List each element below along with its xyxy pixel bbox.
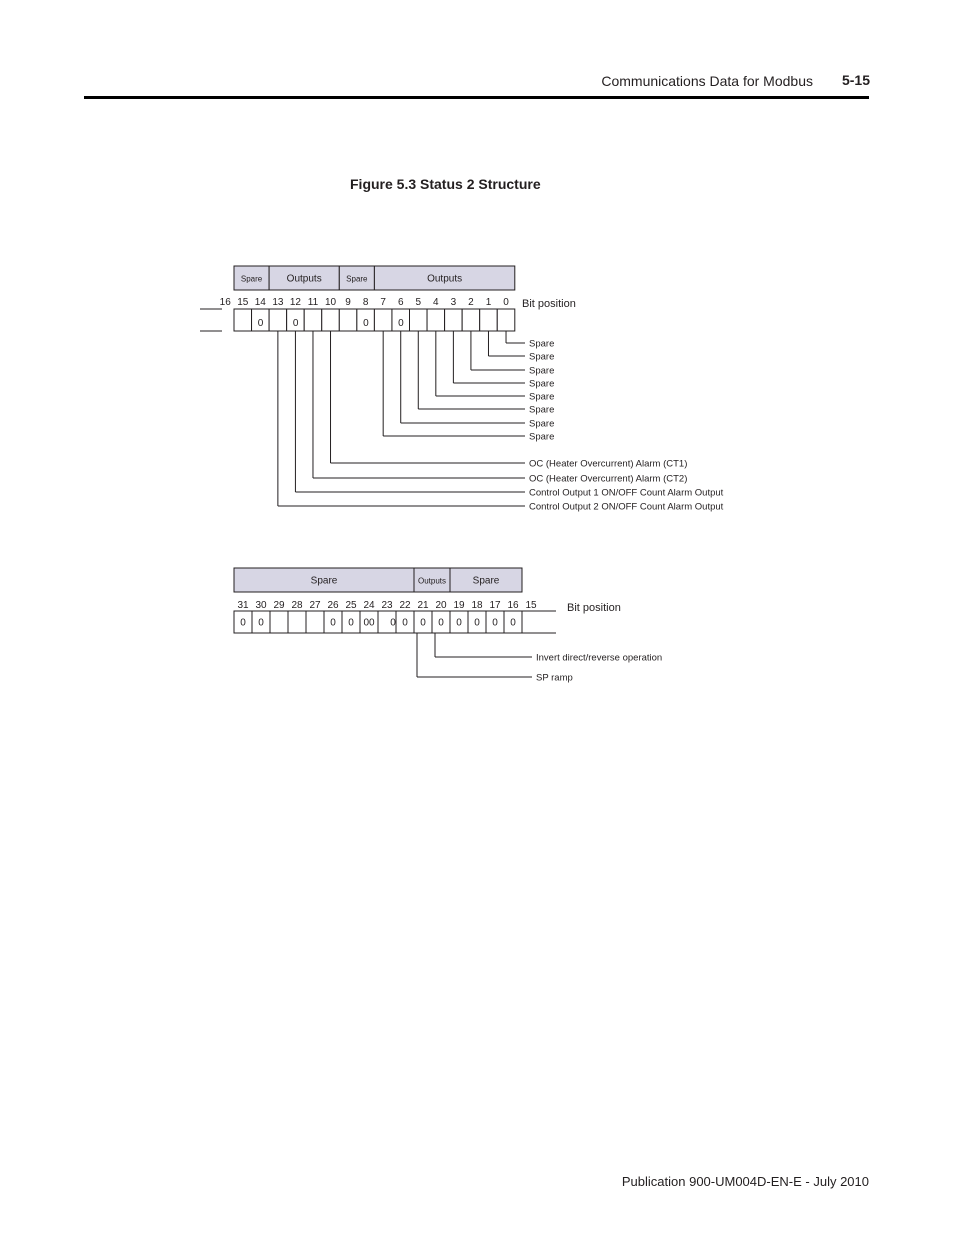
d1-bit-number: 1 [485, 297, 492, 308]
d1-bit-number: 10 [324, 297, 337, 308]
d2-bit-number: 24 [363, 600, 375, 611]
d2-bit-number: 23 [381, 600, 393, 611]
d2-bit-number: 22 [399, 600, 411, 611]
d2-group-label: Outputs [417, 576, 447, 586]
d2-bit-number: 21 [417, 600, 429, 611]
d1-bit-number: 5 [415, 297, 422, 308]
d1-bit-cell [480, 309, 498, 331]
d1-callout-label: Spare [529, 431, 555, 443]
d2-fixed-value: 0 [420, 617, 426, 629]
d1-callout-label: Control Output 2 ON/OFF Count Alarm Output [529, 501, 724, 513]
d1-fixed-value: 0 [398, 318, 404, 329]
d2-fixed-value: 0 [492, 617, 498, 629]
d1-bit-number: 9 [345, 297, 351, 308]
d1-bit-number: 15 [237, 297, 249, 308]
d1-callout-label: Spare [529, 338, 555, 350]
d2-bit-number: 16 [507, 600, 519, 611]
d2-bit-position-label: Bit position [567, 602, 621, 614]
d1-bit-number: 11 [307, 297, 319, 308]
d1-bit-cell [374, 309, 392, 331]
d1-bit-cell [339, 309, 357, 331]
d1-bit-cell [410, 309, 428, 331]
d2-bit-number: 29 [273, 600, 285, 611]
d1-bit-cell [269, 309, 287, 331]
d1-bit-number: 0 [503, 297, 509, 308]
bits-16-31-diagram [234, 568, 662, 684]
d2-bit-cell [270, 611, 288, 633]
d1-callout-label: Spare [529, 418, 555, 430]
d1-bit-cell [304, 309, 322, 331]
d1-group-label: Outputs [286, 273, 322, 285]
d2-callout-label: SP ramp [536, 672, 573, 684]
d1-callout-label: Spare [529, 404, 555, 416]
d1-group-label: Spare [346, 274, 368, 284]
d2-fixed-value: 0 [438, 617, 444, 629]
d2-group-label: Spare [472, 575, 500, 587]
d1-bit-cell [445, 309, 463, 331]
d2-fixed-value: 0 [240, 617, 246, 629]
d2-bit-cell [306, 611, 324, 633]
d1-bit-number: 3 [450, 297, 457, 308]
d2-bit-number: 18 [471, 600, 483, 611]
d1-bit-number: 12 [289, 297, 301, 308]
d1-bit-number: 4 [433, 297, 439, 308]
d1-callout-label: Control Output 1 ON/OFF Count Alarm Output [529, 487, 724, 499]
running-header-title: Communications Data for Modbus [601, 73, 813, 89]
d2-fixed-value: 0 [474, 617, 480, 629]
d2-bit-number: 17 [489, 600, 501, 611]
d1-callout-label: OC (Heater Overcurrent) Alarm (CT1) [529, 458, 688, 470]
d1-bit-number: 2 [468, 297, 474, 308]
d2-fixed-value: 00 [363, 617, 375, 629]
d1-bit-cell [234, 309, 252, 331]
d1-bit-number: 16 [219, 297, 231, 308]
d1-group-label: Outputs [427, 273, 463, 285]
d1-callout-label: Spare [529, 351, 555, 363]
publication-footer: Publication 900-UM004D-EN-E - July 2010 [621, 1174, 869, 1189]
d1-callout-label: Spare [529, 391, 555, 403]
d2-bit-number: 20 [435, 600, 447, 611]
d1-bit-position-label: Bit position [522, 298, 576, 310]
d2-fixed-value: 0 [390, 617, 396, 629]
d2-bit-number: 26 [327, 600, 339, 611]
d2-fixed-value: 0 [510, 617, 516, 629]
d2-fixed-value: 0 [348, 617, 354, 629]
d1-callout-label: Spare [529, 365, 555, 377]
d1-callout-label: OC (Heater Overcurrent) Alarm (CT2) [529, 473, 688, 485]
d2-bit-number: 25 [345, 600, 357, 611]
d2-bit-number: 28 [291, 600, 303, 611]
d1-fixed-value: 0 [363, 318, 369, 329]
d2-bit-number: 19 [453, 600, 465, 611]
d1-bit-cell [497, 309, 515, 331]
figure-title: Figure 5.3 Status 2 Structure [350, 176, 541, 192]
d1-group-label: Spare [240, 274, 263, 284]
d1-bit-cell [322, 309, 340, 331]
d1-callout-label: Spare [529, 378, 555, 390]
d2-bit-number: 15 [525, 600, 537, 611]
d2-fixed-value: 0 [330, 617, 336, 629]
d2-fixed-value: 0 [456, 617, 462, 629]
d1-bit-number: 6 [397, 297, 404, 308]
d1-fixed-value: 0 [257, 318, 264, 329]
d2-bit-number: 30 [255, 600, 267, 611]
d1-bit-number: 7 [380, 297, 386, 308]
d2-bit-cell [288, 611, 306, 633]
d1-bit-number: 13 [272, 297, 284, 308]
d2-fixed-value: 0 [258, 617, 264, 629]
d2-fixed-value: 0 [402, 617, 408, 629]
d2-bit-number: 27 [309, 600, 321, 611]
d1-bit-number: 8 [362, 297, 369, 308]
d2-callout-label: Invert direct/reverse operation [536, 652, 663, 664]
d1-bit-number: 14 [254, 297, 266, 308]
d2-group-label: Spare [310, 575, 338, 587]
d2-bit-number: 31 [237, 600, 249, 611]
page-number: 5-15 [841, 72, 870, 88]
d1-fixed-value: 0 [292, 318, 299, 329]
d1-bit-cell [462, 309, 480, 331]
d1-bit-cell [427, 309, 445, 331]
bits-0-15-diagram [200, 266, 724, 513]
